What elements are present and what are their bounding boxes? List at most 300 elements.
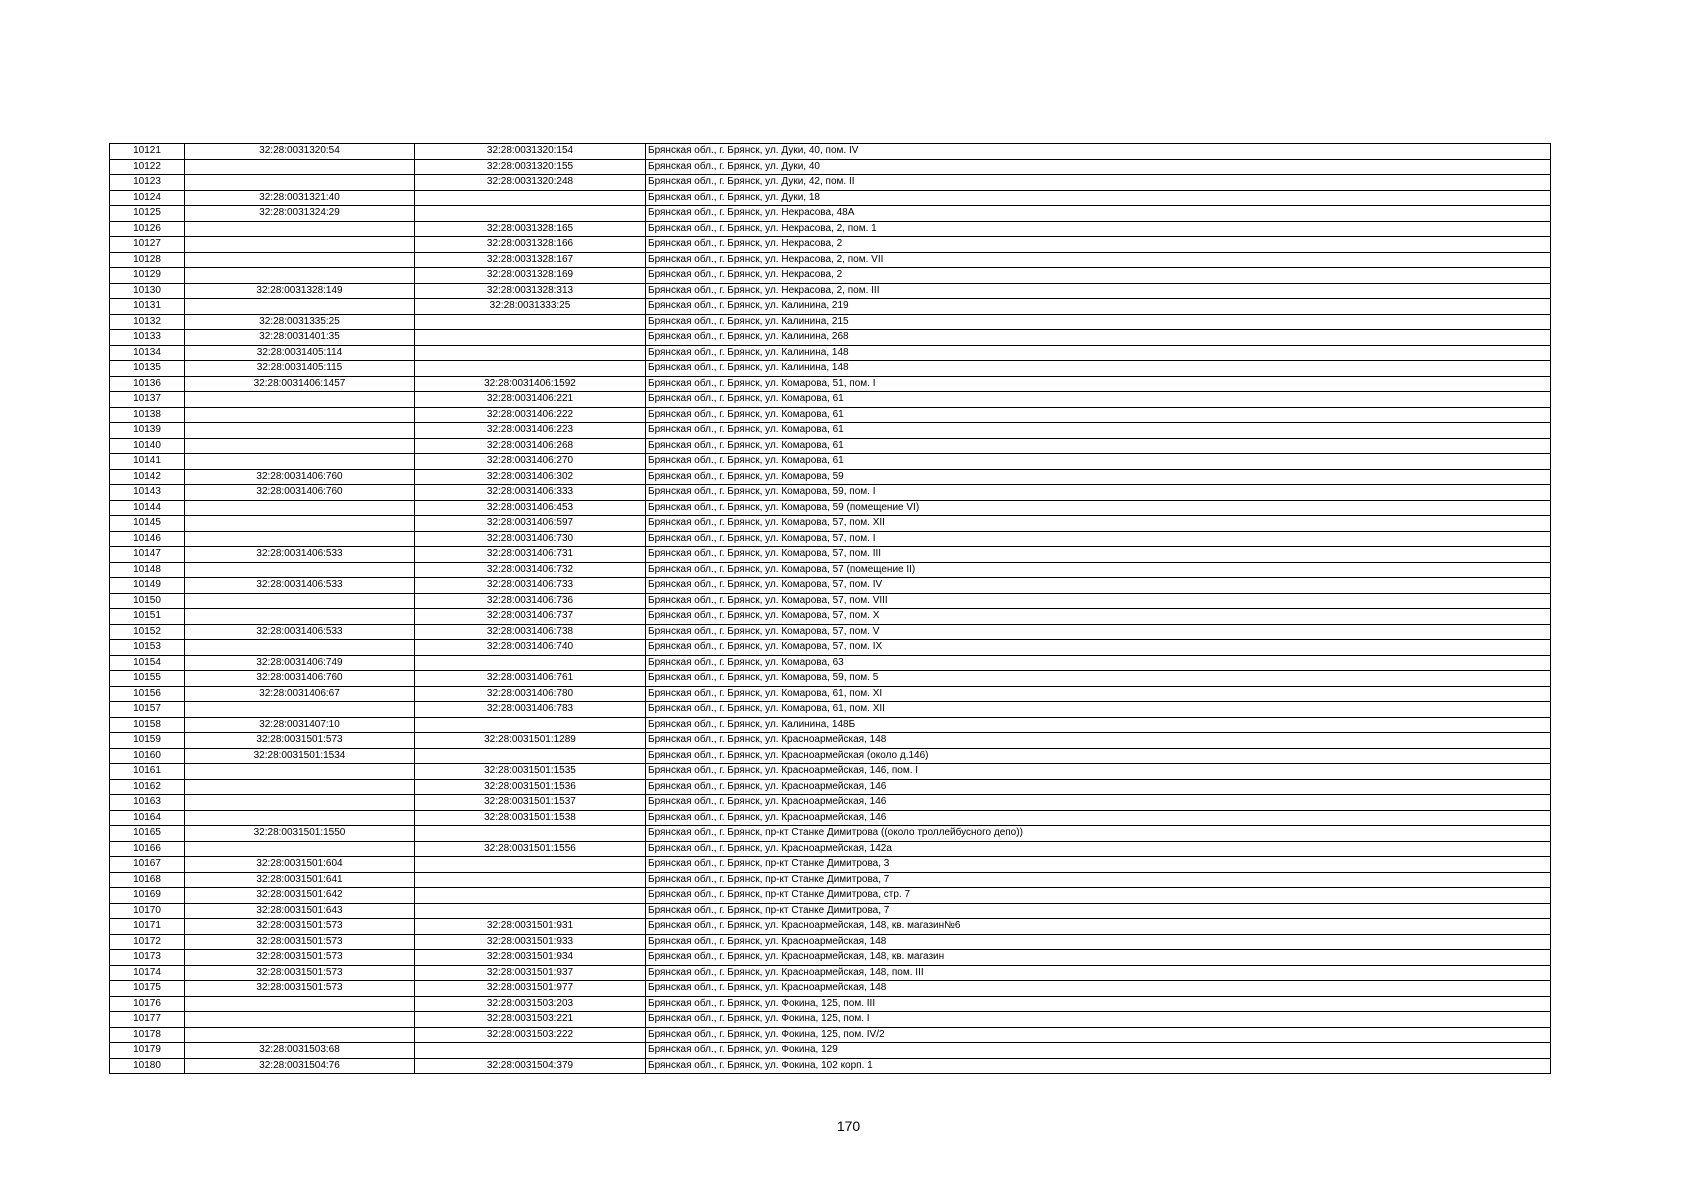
table-row	[110, 345, 1551, 361]
address-cell: Брянская обл., г. Брянск, ул. Комарова, 61, пом. XI	[646, 686, 1551, 702]
land-cadastral-number-cell	[185, 1027, 415, 1043]
row-number-cell: 10171	[110, 919, 185, 935]
land-cadastral-number-cell: 32:28:0031501:1550	[185, 826, 415, 842]
object-cadastral-number-cell: 32:28:0031406:732	[415, 562, 646, 578]
land-cadastral-number-cell: 32:28:0031501:604	[185, 857, 415, 873]
row-number-cell: 10170	[110, 903, 185, 919]
row-number-cell: 10168	[110, 872, 185, 888]
table-row	[110, 175, 1551, 191]
land-cadastral-number-cell	[185, 159, 415, 175]
row-number-cell: 10153	[110, 640, 185, 656]
object-cadastral-number-cell: 32:28:0031406:222	[415, 407, 646, 423]
address-cell: Брянская обл., г. Брянск, ул. Некрасова, 2, пом. VII	[646, 252, 1551, 268]
row-number-cell: 10126	[110, 221, 185, 237]
object-cadastral-number-cell: 32:28:0031406:740	[415, 640, 646, 656]
table-row	[110, 640, 1551, 656]
land-cadastral-number-cell	[185, 252, 415, 268]
object-cadastral-number-cell	[415, 903, 646, 919]
address-cell: Брянская обл., г. Брянск, ул. Дуки, 42, пом. II	[646, 175, 1551, 191]
object-cadastral-number-cell	[415, 826, 646, 842]
address-cell: Брянская обл., г. Брянск, ул. Некрасова, 48А	[646, 206, 1551, 222]
page-number: 170	[836, 1118, 861, 1134]
row-number-cell: 10157	[110, 702, 185, 718]
row-number-cell: 10175	[110, 981, 185, 997]
object-cadastral-number-cell: 32:28:0031406:223	[415, 423, 646, 439]
address-cell: Брянская обл., г. Брянск, ул. Комарова, 57, пом. I	[646, 531, 1551, 547]
row-number-cell: 10160	[110, 748, 185, 764]
land-cadastral-number-cell	[185, 1012, 415, 1028]
table-row	[110, 702, 1551, 718]
table-row	[110, 221, 1551, 237]
table-row	[110, 330, 1551, 346]
land-cadastral-number-cell	[185, 702, 415, 718]
row-number-cell: 10180	[110, 1058, 185, 1074]
land-cadastral-number-cell: 32:28:0031406:533	[185, 624, 415, 640]
row-number-cell: 10154	[110, 655, 185, 671]
land-cadastral-number-cell	[185, 593, 415, 609]
table-row	[110, 159, 1551, 175]
address-cell: Брянская обл., г. Брянск, ул. Комарова, 57, пом. VIII	[646, 593, 1551, 609]
object-cadastral-number-cell	[415, 330, 646, 346]
address-cell: Брянская обл., г. Брянск, ул. Комарова, 57, пом. IV	[646, 578, 1551, 594]
registry-table	[109, 143, 1551, 1074]
land-cadastral-number-cell	[185, 175, 415, 191]
object-cadastral-number-cell: 32:28:0031406:733	[415, 578, 646, 594]
address-cell: Брянская обл., г. Брянск, ул. Фокина, 125, пом. IV/2	[646, 1027, 1551, 1043]
object-cadastral-number-cell: 32:28:0031406:736	[415, 593, 646, 609]
address-cell: Брянская обл., г. Брянск, ул. Красноармейская, 146	[646, 779, 1551, 795]
land-cadastral-number-cell: 32:28:0031501:573	[185, 934, 415, 950]
address-cell: Брянская обл., г. Брянск, ул. Комарова, 51, пом. I	[646, 376, 1551, 392]
row-number-cell: 10131	[110, 299, 185, 315]
table-row	[110, 485, 1551, 501]
object-cadastral-number-cell: 32:28:0031328:166	[415, 237, 646, 253]
row-number-cell: 10135	[110, 361, 185, 377]
table-row	[110, 950, 1551, 966]
address-cell: Брянская обл., г. Брянск, ул. Комарова, 57, пом. IX	[646, 640, 1551, 656]
address-cell: Брянская обл., г. Брянск, ул. Красноармейская, 148	[646, 981, 1551, 997]
row-number-cell: 10147	[110, 547, 185, 563]
table-row	[110, 190, 1551, 206]
row-number-cell: 10121	[110, 144, 185, 160]
table-row	[110, 516, 1551, 532]
table-row	[110, 407, 1551, 423]
table-row	[110, 268, 1551, 284]
address-cell: Брянская обл., г. Брянск, пр-кт Станке Димитрова, стр. 7	[646, 888, 1551, 904]
object-cadastral-number-cell: 32:28:0031501:1289	[415, 733, 646, 749]
row-number-cell: 10137	[110, 392, 185, 408]
table-row	[110, 237, 1551, 253]
object-cadastral-number-cell: 32:28:0031406:761	[415, 671, 646, 687]
land-cadastral-number-cell: 32:28:0031406:533	[185, 547, 415, 563]
address-cell: Брянская обл., г. Брянск, ул. Красноармейская, 148, кв. магазин№6	[646, 919, 1551, 935]
object-cadastral-number-cell	[415, 655, 646, 671]
table-row	[110, 857, 1551, 873]
land-cadastral-number-cell	[185, 562, 415, 578]
land-cadastral-number-cell	[185, 795, 415, 811]
object-cadastral-number-cell: 32:28:0031406:302	[415, 469, 646, 485]
row-number-cell: 10142	[110, 469, 185, 485]
row-number-cell: 10134	[110, 345, 185, 361]
object-cadastral-number-cell: 32:28:0031333:25	[415, 299, 646, 315]
row-number-cell: 10132	[110, 314, 185, 330]
row-number-cell: 10166	[110, 841, 185, 857]
object-cadastral-number-cell	[415, 717, 646, 733]
table-row	[110, 934, 1551, 950]
land-cadastral-number-cell: 32:28:0031405:115	[185, 361, 415, 377]
object-cadastral-number-cell: 32:28:0031328:313	[415, 283, 646, 299]
land-cadastral-number-cell: 32:28:0031335:25	[185, 314, 415, 330]
object-cadastral-number-cell	[415, 190, 646, 206]
object-cadastral-number-cell: 32:28:0031320:154	[415, 144, 646, 160]
land-cadastral-number-cell: 32:28:0031501:573	[185, 950, 415, 966]
row-number-cell: 10136	[110, 376, 185, 392]
row-number-cell: 10176	[110, 996, 185, 1012]
table-row	[110, 779, 1551, 795]
object-cadastral-number-cell: 32:28:0031406:1592	[415, 376, 646, 392]
table-row	[110, 1058, 1551, 1074]
object-cadastral-number-cell: 32:28:0031501:1537	[415, 795, 646, 811]
table-row	[110, 392, 1551, 408]
object-cadastral-number-cell: 32:28:0031501:934	[415, 950, 646, 966]
object-cadastral-number-cell	[415, 206, 646, 222]
address-cell: Брянская обл., г. Брянск, ул. Комарова, 59 (помещение VI)	[646, 500, 1551, 516]
row-number-cell: 10141	[110, 454, 185, 470]
address-cell: Брянская обл., г. Брянск, ул. Комарова, 61	[646, 407, 1551, 423]
address-cell: Брянская обл., г. Брянск, пр-кт Станке Димитрова, 3	[646, 857, 1551, 873]
table-row	[110, 655, 1551, 671]
land-cadastral-number-cell	[185, 810, 415, 826]
land-cadastral-number-cell	[185, 640, 415, 656]
table-row	[110, 438, 1551, 454]
address-cell: Брянская обл., г. Брянск, пр-кт Станке Димитрова ((около троллейбусного депо))	[646, 826, 1551, 842]
address-cell: Брянская обл., г. Брянск, ул. Красноармейская, 148, пом. III	[646, 965, 1551, 981]
table-row	[110, 764, 1551, 780]
object-cadastral-number-cell: 32:28:0031406:780	[415, 686, 646, 702]
land-cadastral-number-cell: 32:28:0031320:54	[185, 144, 415, 160]
land-cadastral-number-cell: 32:28:0031328:149	[185, 283, 415, 299]
object-cadastral-number-cell: 32:28:0031328:169	[415, 268, 646, 284]
object-cadastral-number-cell: 32:28:0031406:783	[415, 702, 646, 718]
table-row	[110, 872, 1551, 888]
table-row	[110, 252, 1551, 268]
address-cell: Брянская обл., г. Брянск, ул. Красноармейская (около д.146)	[646, 748, 1551, 764]
land-cadastral-number-cell: 32:28:0031501:573	[185, 965, 415, 981]
row-number-cell: 10172	[110, 934, 185, 950]
row-number-cell: 10163	[110, 795, 185, 811]
table-row	[110, 593, 1551, 609]
row-number-cell: 10150	[110, 593, 185, 609]
address-cell: Брянская обл., г. Брянск, ул. Фокина, 129	[646, 1043, 1551, 1059]
row-number-cell: 10151	[110, 609, 185, 625]
row-number-cell: 10179	[110, 1043, 185, 1059]
row-number-cell: 10177	[110, 1012, 185, 1028]
table-row	[110, 624, 1551, 640]
land-cadastral-number-cell: 32:28:0031501:573	[185, 981, 415, 997]
land-cadastral-number-cell	[185, 996, 415, 1012]
table-row	[110, 361, 1551, 377]
address-cell: Брянская обл., г. Брянск, ул. Калинина, 148Б	[646, 717, 1551, 733]
object-cadastral-number-cell: 32:28:0031503:222	[415, 1027, 646, 1043]
land-cadastral-number-cell: 32:28:0031503:68	[185, 1043, 415, 1059]
object-cadastral-number-cell	[415, 345, 646, 361]
table-row	[110, 841, 1551, 857]
object-cadastral-number-cell: 32:28:0031501:1536	[415, 779, 646, 795]
address-cell: Брянская обл., г. Брянск, пр-кт Станке Димитрова, 7	[646, 903, 1551, 919]
table-row	[110, 578, 1551, 594]
land-cadastral-number-cell: 32:28:0031407:10	[185, 717, 415, 733]
address-cell: Брянская обл., г. Брянск, ул. Комарова, 57 (помещение II)	[646, 562, 1551, 578]
object-cadastral-number-cell: 32:28:0031501:933	[415, 934, 646, 950]
land-cadastral-number-cell	[185, 438, 415, 454]
table-row	[110, 748, 1551, 764]
table-row	[110, 919, 1551, 935]
table-row	[110, 1012, 1551, 1028]
row-number-cell: 10158	[110, 717, 185, 733]
address-cell: Брянская обл., г. Брянск, ул. Калинина, 215	[646, 314, 1551, 330]
land-cadastral-number-cell	[185, 516, 415, 532]
row-number-cell: 10138	[110, 407, 185, 423]
address-cell: Брянская обл., г. Брянск, ул. Красноармейская, 146, пом. I	[646, 764, 1551, 780]
table-row	[110, 299, 1551, 315]
land-cadastral-number-cell: 32:28:0031406:533	[185, 578, 415, 594]
land-cadastral-number-cell	[185, 609, 415, 625]
land-cadastral-number-cell	[185, 268, 415, 284]
table-row	[110, 826, 1551, 842]
land-cadastral-number-cell	[185, 237, 415, 253]
row-number-cell: 10143	[110, 485, 185, 501]
row-number-cell: 10128	[110, 252, 185, 268]
table-row	[110, 888, 1551, 904]
table-row	[110, 454, 1551, 470]
table-row	[110, 1027, 1551, 1043]
address-cell: Брянская обл., г. Брянск, ул. Комарова, 59, пом. I	[646, 485, 1551, 501]
row-number-cell: 10129	[110, 268, 185, 284]
object-cadastral-number-cell: 32:28:0031406:333	[415, 485, 646, 501]
land-cadastral-number-cell	[185, 299, 415, 315]
table-row	[110, 903, 1551, 919]
object-cadastral-number-cell: 32:28:0031328:165	[415, 221, 646, 237]
row-number-cell: 10165	[110, 826, 185, 842]
land-cadastral-number-cell: 32:28:0031406:760	[185, 485, 415, 501]
object-cadastral-number-cell: 32:28:0031406:597	[415, 516, 646, 532]
land-cadastral-number-cell: 32:28:0031406:1457	[185, 376, 415, 392]
object-cadastral-number-cell: 32:28:0031406:730	[415, 531, 646, 547]
object-cadastral-number-cell: 32:28:0031501:977	[415, 981, 646, 997]
address-cell: Брянская обл., г. Брянск, ул. Некрасова, 2, пом. 1	[646, 221, 1551, 237]
row-number-cell: 10152	[110, 624, 185, 640]
address-cell: Брянская обл., г. Брянск, ул. Комарова, 61, пом. XII	[646, 702, 1551, 718]
table-row	[110, 423, 1551, 439]
land-cadastral-number-cell: 32:28:0031501:1534	[185, 748, 415, 764]
object-cadastral-number-cell	[415, 872, 646, 888]
row-number-cell: 10173	[110, 950, 185, 966]
object-cadastral-number-cell: 32:28:0031406:268	[415, 438, 646, 454]
land-cadastral-number-cell: 32:28:0031406:749	[185, 655, 415, 671]
object-cadastral-number-cell: 32:28:0031320:248	[415, 175, 646, 191]
object-cadastral-number-cell: 32:28:0031406:221	[415, 392, 646, 408]
address-cell: Брянская обл., г. Брянск, ул. Комарова, 61	[646, 423, 1551, 439]
row-number-cell: 10146	[110, 531, 185, 547]
object-cadastral-number-cell: 32:28:0031504:379	[415, 1058, 646, 1074]
land-cadastral-number-cell	[185, 423, 415, 439]
land-cadastral-number-cell	[185, 500, 415, 516]
land-cadastral-number-cell: 32:28:0031405:114	[185, 345, 415, 361]
address-cell: Брянская обл., г. Брянск, ул. Красноармейская, 148, кв. магазин	[646, 950, 1551, 966]
address-cell: Брянская обл., г. Брянск, ул. Комарова, 57, пом. X	[646, 609, 1551, 625]
table-row	[110, 810, 1551, 826]
object-cadastral-number-cell	[415, 748, 646, 764]
address-cell: Брянская обл., г. Брянск, ул. Комарова, 57, пом. XII	[646, 516, 1551, 532]
address-cell: Брянская обл., г. Брянск, пр-кт Станке Димитрова, 7	[646, 872, 1551, 888]
address-cell: Брянская обл., г. Брянск, ул. Фокина, 125, пом. I	[646, 1012, 1551, 1028]
object-cadastral-number-cell: 32:28:0031501:1535	[415, 764, 646, 780]
land-cadastral-number-cell: 32:28:0031321:40	[185, 190, 415, 206]
table-row	[110, 144, 1551, 160]
object-cadastral-number-cell	[415, 1043, 646, 1059]
address-cell: Брянская обл., г. Брянск, ул. Комарова, 59	[646, 469, 1551, 485]
land-cadastral-number-cell	[185, 531, 415, 547]
row-number-cell: 10167	[110, 857, 185, 873]
address-cell: Брянская обл., г. Брянск, ул. Комарова, 61	[646, 392, 1551, 408]
land-cadastral-number-cell: 32:28:0031501:573	[185, 733, 415, 749]
land-cadastral-number-cell: 32:28:0031501:573	[185, 919, 415, 935]
address-cell: Брянская обл., г. Брянск, ул. Калинина, 268	[646, 330, 1551, 346]
address-cell: Брянская обл., г. Брянск, ул. Красноармейская, 146	[646, 810, 1551, 826]
land-cadastral-number-cell	[185, 392, 415, 408]
registry-table-body	[110, 144, 1551, 1074]
land-cadastral-number-cell	[185, 221, 415, 237]
row-number-cell: 10144	[110, 500, 185, 516]
address-cell: Брянская обл., г. Брянск, ул. Некрасова, 2	[646, 268, 1551, 284]
table-row	[110, 686, 1551, 702]
address-cell: Брянская обл., г. Брянск, ул. Дуки, 40	[646, 159, 1551, 175]
table-row	[110, 500, 1551, 516]
land-cadastral-number-cell	[185, 764, 415, 780]
row-number-cell: 10124	[110, 190, 185, 206]
object-cadastral-number-cell	[415, 361, 646, 377]
address-cell: Брянская обл., г. Брянск, ул. Красноармейская, 146	[646, 795, 1551, 811]
row-number-cell: 10169	[110, 888, 185, 904]
row-number-cell: 10125	[110, 206, 185, 222]
land-cadastral-number-cell: 32:28:0031501:641	[185, 872, 415, 888]
object-cadastral-number-cell: 32:28:0031406:738	[415, 624, 646, 640]
object-cadastral-number-cell: 32:28:0031328:167	[415, 252, 646, 268]
object-cadastral-number-cell	[415, 857, 646, 873]
table-row	[110, 283, 1551, 299]
object-cadastral-number-cell: 32:28:0031501:1556	[415, 841, 646, 857]
address-cell: Брянская обл., г. Брянск, ул. Комарова, 61	[646, 438, 1551, 454]
row-number-cell: 10162	[110, 779, 185, 795]
object-cadastral-number-cell: 32:28:0031503:203	[415, 996, 646, 1012]
table-row	[110, 733, 1551, 749]
land-cadastral-number-cell: 32:28:0031504:76	[185, 1058, 415, 1074]
row-number-cell: 10178	[110, 1027, 185, 1043]
table-row	[110, 206, 1551, 222]
row-number-cell: 10139	[110, 423, 185, 439]
row-number-cell: 10149	[110, 578, 185, 594]
land-cadastral-number-cell: 32:28:0031324:29	[185, 206, 415, 222]
object-cadastral-number-cell: 32:28:0031501:931	[415, 919, 646, 935]
row-number-cell: 10155	[110, 671, 185, 687]
row-number-cell: 10122	[110, 159, 185, 175]
row-number-cell: 10127	[110, 237, 185, 253]
land-cadastral-number-cell	[185, 841, 415, 857]
row-number-cell: 10130	[110, 283, 185, 299]
row-number-cell: 10148	[110, 562, 185, 578]
row-number-cell: 10140	[110, 438, 185, 454]
object-cadastral-number-cell: 32:28:0031406:453	[415, 500, 646, 516]
land-cadastral-number-cell	[185, 407, 415, 423]
table-row	[110, 609, 1551, 625]
address-cell: Брянская обл., г. Брянск, ул. Фокина, 125, пом. III	[646, 996, 1551, 1012]
object-cadastral-number-cell: 32:28:0031501:1538	[415, 810, 646, 826]
table-row	[110, 376, 1551, 392]
address-cell: Брянская обл., г. Брянск, ул. Красноармейская, 148	[646, 934, 1551, 950]
address-cell: Брянская обл., г. Брянск, ул. Комарова, 59, пом. 5	[646, 671, 1551, 687]
object-cadastral-number-cell: 32:28:0031406:270	[415, 454, 646, 470]
table-row	[110, 965, 1551, 981]
object-cadastral-number-cell: 32:28:0031320:155	[415, 159, 646, 175]
address-cell: Брянская обл., г. Брянск, ул. Дуки, 18	[646, 190, 1551, 206]
land-cadastral-number-cell: 32:28:0031406:760	[185, 671, 415, 687]
address-cell: Брянская обл., г. Брянск, ул. Некрасова, 2, пом. III	[646, 283, 1551, 299]
object-cadastral-number-cell	[415, 314, 646, 330]
land-cadastral-number-cell: 32:28:0031406:760	[185, 469, 415, 485]
land-cadastral-number-cell: 32:28:0031406:67	[185, 686, 415, 702]
row-number-cell: 10159	[110, 733, 185, 749]
row-number-cell: 10145	[110, 516, 185, 532]
object-cadastral-number-cell: 32:28:0031501:937	[415, 965, 646, 981]
land-cadastral-number-cell: 32:28:0031501:642	[185, 888, 415, 904]
table-row	[110, 314, 1551, 330]
address-cell: Брянская обл., г. Брянск, ул. Дуки, 40, пом. IV	[646, 144, 1551, 160]
row-number-cell: 10123	[110, 175, 185, 191]
object-cadastral-number-cell	[415, 888, 646, 904]
row-number-cell: 10133	[110, 330, 185, 346]
land-cadastral-number-cell: 32:28:0031501:643	[185, 903, 415, 919]
table-row	[110, 469, 1551, 485]
address-cell: Брянская обл., г. Брянск, ул. Комарова, 57, пом. III	[646, 547, 1551, 563]
object-cadastral-number-cell: 32:28:0031406:731	[415, 547, 646, 563]
table-row	[110, 981, 1551, 997]
table-row	[110, 996, 1551, 1012]
land-cadastral-number-cell: 32:28:0031401:35	[185, 330, 415, 346]
address-cell: Брянская обл., г. Брянск, ул. Некрасова, 2	[646, 237, 1551, 253]
address-cell: Брянская обл., г. Брянск, ул. Калинина, 148	[646, 361, 1551, 377]
table-row	[110, 671, 1551, 687]
object-cadastral-number-cell: 32:28:0031406:737	[415, 609, 646, 625]
table-row	[110, 717, 1551, 733]
table-row	[110, 531, 1551, 547]
land-cadastral-number-cell	[185, 779, 415, 795]
address-cell: Брянская обл., г. Брянск, ул. Калинина, 219	[646, 299, 1551, 315]
address-cell: Брянская обл., г. Брянск, ул. Комарова, 57, пом. V	[646, 624, 1551, 640]
address-cell: Брянская обл., г. Брянск, ул. Красноармейская, 142а	[646, 841, 1551, 857]
address-cell: Брянская обл., г. Брянск, ул. Комарова, 61	[646, 454, 1551, 470]
table-row	[110, 1043, 1551, 1059]
row-number-cell: 10174	[110, 965, 185, 981]
address-cell: Брянская обл., г. Брянск, ул. Калинина, 148	[646, 345, 1551, 361]
land-cadastral-number-cell	[185, 454, 415, 470]
address-cell: Брянская обл., г. Брянск, ул. Комарова, 63	[646, 655, 1551, 671]
address-cell: Брянская обл., г. Брянск, ул. Фокина, 102 корп. 1	[646, 1058, 1551, 1074]
table-row	[110, 795, 1551, 811]
row-number-cell: 10156	[110, 686, 185, 702]
row-number-cell: 10164	[110, 810, 185, 826]
address-cell: Брянская обл., г. Брянск, ул. Красноармейская, 148	[646, 733, 1551, 749]
table-row	[110, 547, 1551, 563]
